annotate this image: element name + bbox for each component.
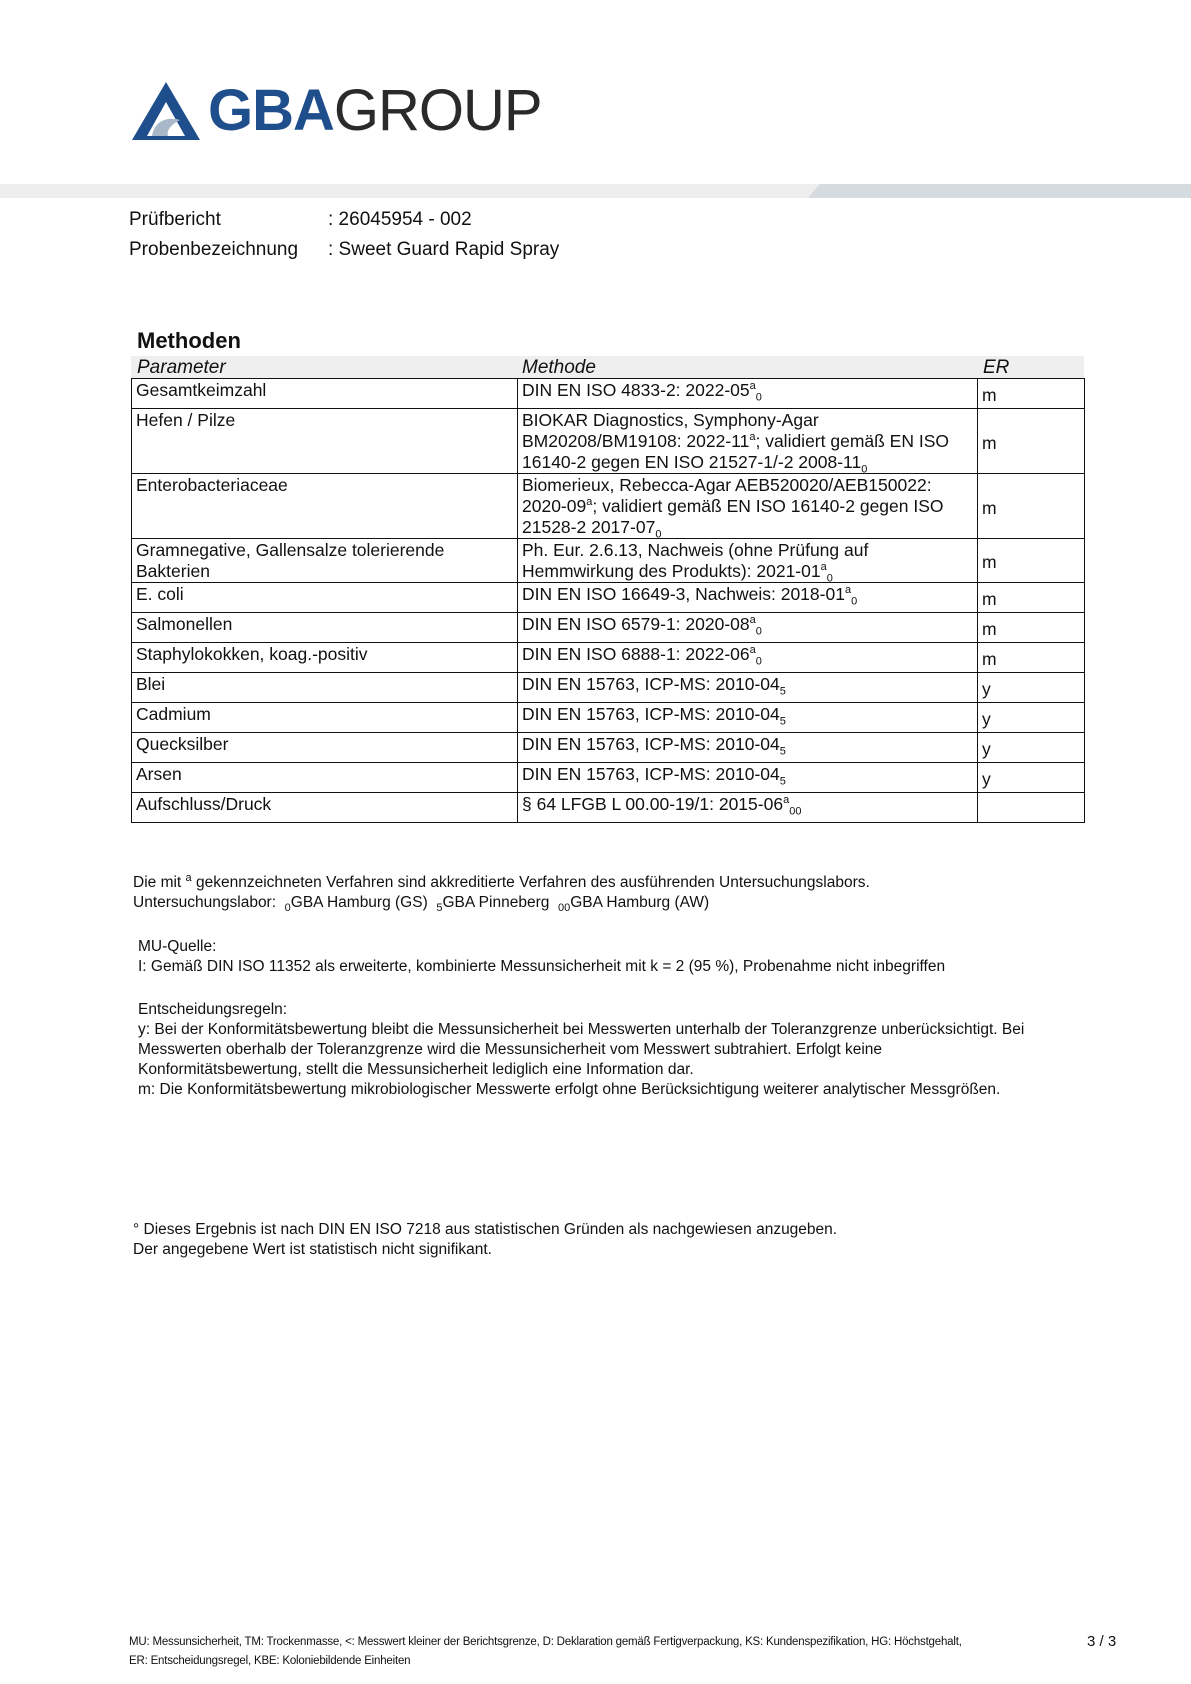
method-cell: DIN EN ISO 6579-1: $2020-08^a_0$ <box>518 613 978 643</box>
mu-source-note <box>138 937 945 977</box>
method-line: BM20208/BM19108: 2022-11$^a$; validiert gemäß EN ISO <box>522 431 950 451</box>
er-cell: y <box>978 703 1085 733</box>
parameter-cell: E. coli <box>132 583 518 613</box>
sample-name-label: Probenbezeichnung <box>129 239 299 260</box>
parameter-cell: Blei <box>132 673 518 703</box>
accreditation-note <box>133 873 870 913</box>
method-cell: DIN EN 15763, ICP-MS: $2010-04_5$ <box>518 673 978 703</box>
stat-line: Der angegebene Wert ist statistisch nicht signifikant. <box>133 1241 492 1258</box>
method-cell <box>518 539 978 583</box>
rules-title: Entscheidungsregeln: <box>138 1001 288 1018</box>
abbreviations-footer <box>129 1633 962 1671</box>
rules-line: Messwerten oberhalb der Toleranzgrenze wird die Messunsicherheit vom Messwert subtrahiert. Erfolgt keine <box>138 1041 883 1058</box>
parameter-cell <box>132 539 518 583</box>
parameter-cell: Cadmium <box>132 703 518 733</box>
col-header-er: ER <box>983 357 1010 378</box>
er-cell <box>978 793 1085 823</box>
parameter-cell: Enterobacteriaceae <box>132 474 518 539</box>
sample-name-value: : Sweet Guard Rapid Spray <box>328 239 560 260</box>
method-line: Ph. Eur. 2.6.13, Nachweis (ohne Prüfung auf <box>522 540 869 560</box>
er-cell: m <box>978 643 1085 673</box>
parameter-cell: Salmonellen <box>132 613 518 643</box>
mu-title: MU-Quelle: <box>138 938 217 955</box>
method-cell: DIN EN ISO 6888-1: $2022-06^a_0$ <box>518 643 978 673</box>
method-line: Hemmwirkung des Produkts): $2021-01^a_0$ <box>522 561 833 583</box>
page-number: 3 / 3 <box>1087 1633 1117 1650</box>
parameter-cell: Gesamtkeimzahl <box>132 379 518 409</box>
stat-line: ° Dieses Ergebnis ist nach DIN EN ISO 7218 aus statistischen Gründen als nachgewiesen anzugeben. <box>133 1221 838 1238</box>
sample-name-row <box>129 237 559 263</box>
method-cell <box>518 474 978 539</box>
method-row <box>132 539 1085 583</box>
method-line: 16140-2 gegen EN ISO 21527-1/-2 $2008-11_0$ <box>522 452 868 474</box>
method-cell: DIN EN 15763, ICP-MS: $2010-04_5$ <box>518 703 978 733</box>
rules-line: m: Die Konformitätsbewertung mikrobiologischer Messwerte erfolgt ohne Berücksichtigung weiterer analytischer Messgrößen. <box>138 1081 1001 1098</box>
method-row <box>132 409 1085 474</box>
method-cell: DIN EN ISO 16649-3, Nachweis: $2018-01^a_0$ <box>518 583 978 613</box>
footer-line: MU: Messunsicherheit, TM: Trockenmasse, <: Messwert kleiner der Berichtsgrenze, D: Deklaration gemäß Fertigverpackung, KS: Kundenspezifikation, HG: Höchstgehalt, <box>129 1636 962 1648</box>
method-row <box>132 474 1085 539</box>
labs-line: Untersuchungslabor: $_0$GBA Hamburg (GS) $_5$GBA Pinneberg $_{00}$GBA Hamburg (AW) <box>133 894 710 915</box>
col-header-parameter: Parameter <box>137 357 226 378</box>
method-row <box>132 379 1085 409</box>
triangle-mountain-logo-icon <box>130 80 202 142</box>
accreditation-line: Die mit $^a$ gekennzeichneten Verfahren sind akkreditierte Verfahren des ausführenden Untersuchungslabors. <box>133 871 870 891</box>
er-cell: m <box>978 409 1085 474</box>
method-row <box>132 643 1085 673</box>
method-cell <box>518 409 978 474</box>
method-row <box>132 583 1085 613</box>
report-number-row <box>129 207 472 233</box>
rules-line: y: Bei der Konformitätsbewertung bleibt die Messunsicherheit bei Messwerten unterhalb der Toleranzgrenze unberücksichtigt. Bei <box>138 1021 1025 1038</box>
logo-wordmark: GBAGROUP <box>208 78 542 143</box>
method-row <box>132 703 1085 733</box>
method-line: BIOKAR Diagnostics, Symphony-Agar <box>522 410 819 430</box>
er-cell: m <box>978 613 1085 643</box>
methods-title: Methoden <box>137 328 241 353</box>
method-cell: DIN EN 15763, ICP-MS: $2010-04_5$ <box>518 733 978 763</box>
report-number-value: : 26045954 - 002 <box>328 209 472 230</box>
er-cell: m <box>978 474 1085 539</box>
method-line: 21528-2 $2017-07_0$ <box>522 517 662 539</box>
parameter-cell: Staphylokokken, koag.-positiv <box>132 643 518 673</box>
method-cell: DIN EN ISO 4833-2: $2022-05^a_0$ <box>518 379 978 409</box>
decision-rules-note <box>138 1000 1024 1100</box>
col-header-method: Methode <box>522 357 596 378</box>
parameter-cell: Quecksilber <box>132 733 518 763</box>
methods-table-header <box>131 356 1084 378</box>
method-cell: DIN EN 15763, ICP-MS: $2010-04_5$ <box>518 763 978 793</box>
method-row <box>132 793 1085 823</box>
method-row <box>132 733 1085 763</box>
report-number-label: Prüfbericht <box>129 209 221 230</box>
er-cell: y <box>978 733 1085 763</box>
method-line: 2020-09$^a$; validiert gemäß EN ISO 16140-2 gegen ISO <box>522 496 944 516</box>
method-row <box>132 763 1085 793</box>
parameter-line: Bakterien <box>136 561 210 581</box>
mu-text: I: Gemäß DIN ISO 11352 als erweiterte, kombinierte Messunsicherheit mit k = 2 (95 %), Probenahme nicht inbegriffen <box>138 958 946 975</box>
methods-table <box>131 378 1085 823</box>
parameter-cell: Hefen / Pilze <box>132 409 518 474</box>
er-cell: m <box>978 583 1085 613</box>
statistical-note <box>133 1220 837 1260</box>
er-cell: m <box>978 539 1085 583</box>
er-cell: y <box>978 673 1085 703</box>
method-cell: § 64 LFGB L 00.00-19/1: $2015-06^a_{00}$ <box>518 793 978 823</box>
method-row <box>132 613 1085 643</box>
parameter-cell: Aufschluss/Druck <box>132 793 518 823</box>
method-line: Biomerieux, Rebecca-Agar AEB520020/AEB150022: <box>522 475 932 495</box>
parameter-cell: Arsen <box>132 763 518 793</box>
header-divider-band <box>0 184 1191 198</box>
rules-line: Konformitätsbewertung, stellt die Messunsicherheit lediglich eine Information dar. <box>138 1061 694 1078</box>
er-cell: y <box>978 763 1085 793</box>
method-row <box>132 673 1085 703</box>
footer-line: ER: Entscheidungsregel, KBE: Koloniebildende Einheiten <box>129 1655 411 1667</box>
parameter-line: Gramnegative, Gallensalze tolerierende <box>136 540 445 560</box>
er-cell: m <box>978 379 1085 409</box>
gba-group-logo <box>130 76 542 146</box>
